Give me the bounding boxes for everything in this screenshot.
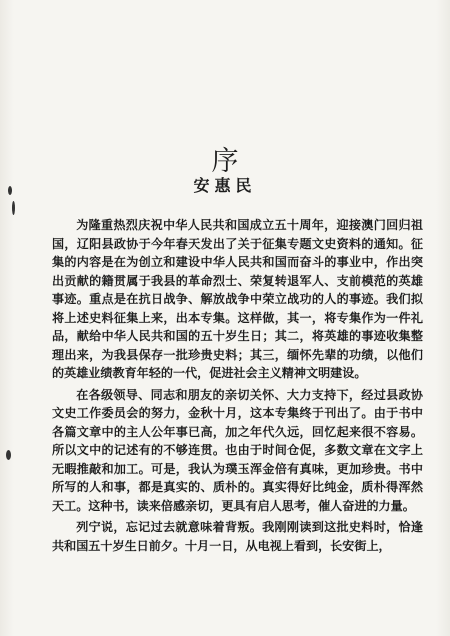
body-text bbox=[52, 216, 423, 558]
author-name: 安惠民 bbox=[193, 176, 257, 195]
scan-speck bbox=[6, 450, 11, 460]
page-title: 序 bbox=[211, 146, 239, 178]
scan-speck bbox=[12, 201, 15, 215]
paragraph: 在各级领导、同志和朋友的亲切关怀、大力支持下，经过县政协文史工作委员会的努力，金秋十月，这本专集终于刊出了。由于书中各篇文章中的主人公年事已高，加之年代久远，回忆起来很不容易。所以文中的记述有的不够连贯。也由于时间仓促，多数文章在文字上无暇推敲和加工。可是，我认为璞玉浑金倍有真味，更加珍贵。书中所写的人和事，都是真实的、质朴的。真实得好比纯金，质朴得浑然天工。这种书，读来倍感亲切，更具有启人思考，催人奋进的力量。 bbox=[52, 387, 423, 513]
paragraph: 为隆重热烈庆祝中华人民共和国成立五十周年，迎接澳门回归祖国，辽阳县政协于今年春天发出了关于征集专题文史资料的通知。征集的内容是在为创立和建设中华人民共和国而奋斗的事业中，作出突出贡献的籍贯属于我县的革命烈士、荣复转退军人、支前模范的英雄事迹。重点是在抗日战争、解放战争中荣立战功的人的事迹。我们拟将上述史料征集上来，出本专集。这样做，其一，将专集作为一件礼品，献给中华人民共和国的五十岁生日；其二，将英雄的事迹收集整理出来，为我县保存一批珍贵史料；其三，缅怀先辈的功绩，以他们的英雄业绩教育年轻的一代，促进社会主义精神文明建设。 bbox=[52, 218, 423, 380]
paragraph: 列宁说，忘记过去就意味着背叛。我刚刚读到这批史料时，恰逢共和国五十岁生日前夕。十月一日，从电视上看到，长安街上， bbox=[52, 520, 423, 553]
